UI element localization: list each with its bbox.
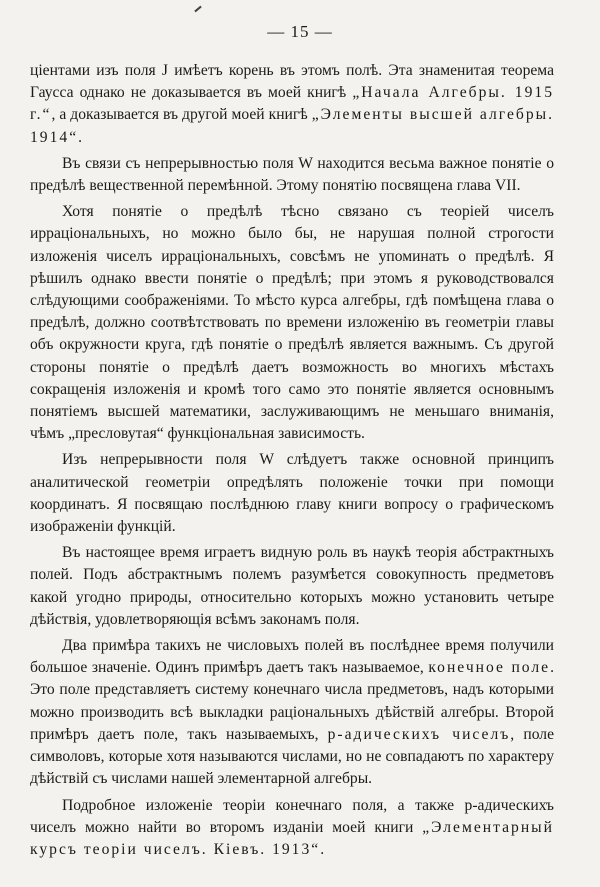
paragraph xyxy=(30,635,554,790)
text-run: . xyxy=(320,840,325,858)
text-run: Въ связи съ непрерывностью поля W находится весьма важное понятіе о предѣлѣ вещественной перемѣнной. Этому понятію посвящена глава VII. xyxy=(30,154,554,195)
text-run: . Это поле представляетъ систему конечнаго числа предметовъ, надъ которыми можно производить всѣ выкладки раціональныхъ дѣйствій алгебры. Второй примѣръ даетъ поле, такъ называемыхъ, xyxy=(30,659,554,743)
paragraph xyxy=(30,795,554,862)
text-run: Подробное изложеніе теоріи конечнаго поля, а также p-адическихъ чиселъ можно найти во второмъ изданіи моей книги xyxy=(30,796,554,836)
text-run: Хотя понятіе о предѣлѣ тѣсно связано съ теоріей чиселъ ирраціональныхъ, но можно было бы, не нарушая полной строгости изложенія чиселъ ирраціональныхъ, совсѣмъ не упоминать о предѣлѣ. Я рѣшилъ однако ввести понятіе о предѣлѣ; при этомъ я руководствовался слѣдующими соображеніями. То мѣсто курса алгебры, гдѣ помѣщена глава о предѣлѣ, должно соотвѣтствовать по времени изложенію въ геометріи главы объ окружности круга, гдѣ понятіе о предѣлѣ является важнымъ. Съ другой стороны понятіе о предѣлѣ даетъ возможность во многихъ мѣстахъ сокращенія изложенія и кромѣ того само это понятіе является основнымъ понятіемъ высшей математики, заслуживающимъ не меньшаго вниманія, чѣмъ „пресловутая“ функціональная зависимость. xyxy=(30,203,554,443)
text-run: , поле символовъ, которые хотя называются числами, но не совпадаютъ по характеру дѣйствій съ числами нашей элементарной алгебры. xyxy=(30,725,554,788)
spaced-title: „Начала Алгебры. 1915 г.“ xyxy=(30,84,554,124)
ink-mark xyxy=(194,6,201,13)
text-run: Изъ непрерывности поля W слѣдуетъ также основной принципъ аналитической геометріи опредѣлять положеніе точки при помощи координатъ. Я посвящаю послѣднюю главу книги вопросу о графическомъ изображеніи функцій. xyxy=(30,451,554,536)
spaced-title: конечное поле xyxy=(428,659,551,677)
page-number: — 15 — xyxy=(267,22,333,41)
text-run: . xyxy=(78,128,83,146)
paragraph xyxy=(30,542,554,631)
body-text xyxy=(30,60,554,865)
paragraph xyxy=(30,449,554,538)
text-run: ціентами изъ поля J имѣетъ корень въ этомъ полѣ. Эта знаменитая теорема Гаусса однако не доказывается въ моей книгѣ xyxy=(30,62,554,102)
text-run: Два примѣра такихъ не числовыхъ полей въ послѣднее время получили большое значеніе. Одинъ примѣръ даетъ такъ называемое, xyxy=(30,637,554,677)
text-run: , а доказывается въ другой моей книгѣ xyxy=(51,106,312,124)
text-run: Въ настоящее время играетъ видную роль въ наукѣ теорія абстрактныхъ полей. Подъ абстрактнымъ полемъ разумѣется совокупность предметовъ какой угодно природы, относительно которыхъ можно установить четыре дѣйствія, удовлетворяющія всѣмъ законамъ поля. xyxy=(30,544,554,628)
spaced-title: p-адическихъ чиселъ xyxy=(327,725,511,743)
paragraph xyxy=(30,201,554,445)
spaced-title: „Элементы высшей алгебры. 1914“ xyxy=(30,106,554,146)
spaced-title: „Элементарный курсъ теоріи чиселъ. Кіевъ. 1913“ xyxy=(30,818,554,858)
paragraph xyxy=(30,60,554,149)
paragraph xyxy=(30,153,554,197)
